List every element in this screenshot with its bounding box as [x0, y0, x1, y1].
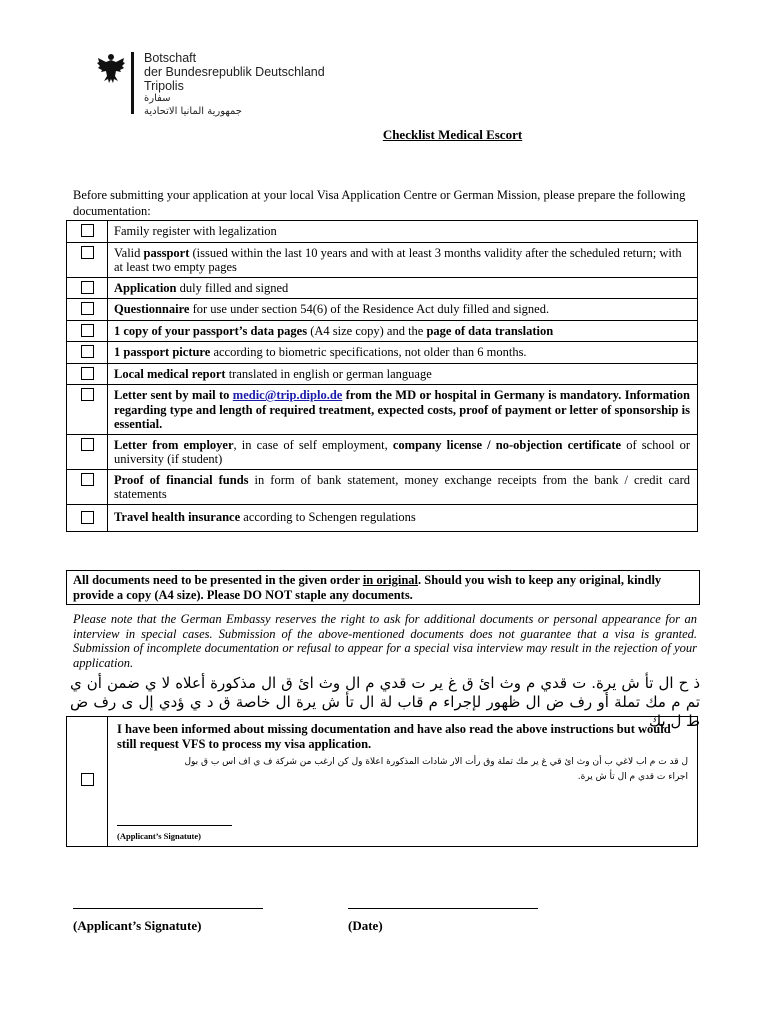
checklist-row	[67, 385, 698, 435]
embassy-name-arabic1: سفارة	[144, 93, 171, 104]
checkbox-passport[interactable]	[81, 246, 94, 259]
embassy-city: Tripolis	[144, 79, 184, 93]
item-family-register: Family register with legalization	[108, 221, 698, 243]
checkbox-declaration[interactable]	[81, 773, 94, 786]
checklist-row	[67, 434, 698, 469]
declaration-table	[66, 716, 698, 847]
checkbox-employer-letter[interactable]	[81, 438, 94, 451]
checklist-row	[67, 277, 698, 299]
checkbox-family-register[interactable]	[81, 224, 94, 237]
checklist-row	[67, 342, 698, 364]
item-employer-letter: Letter from employer, in case of self employment, company license / no-objection certificate of school or university (if student)	[108, 434, 698, 469]
checkbox-md-letter[interactable]	[81, 388, 94, 401]
letterhead-bar	[131, 52, 134, 114]
embassy-reservation-note: Please note that the German Embassy reserves the right to ask for additional documents or personal appearance for an interview in special cases. Submission of the above-mentioned documents does not guarantee that a visa is granted. Submission of incomplete documentation or refusal to appear for a special visa interview may result in the rejection of your application.	[73, 612, 697, 670]
applicant-signature-label: (Applicant’s Signatute)	[73, 918, 202, 933]
checkbox-medical-report[interactable]	[81, 367, 94, 380]
date-label: (Date)	[348, 918, 383, 933]
page-title: Checklist Medical Escort	[382, 127, 523, 142]
checklist-row	[67, 299, 698, 321]
checkbox-financial-funds[interactable]	[81, 473, 94, 486]
embassy-name-line2: der Bundesrepublik Deutschland	[144, 65, 325, 79]
item-md-letter: Letter sent by mail to medic@trip.diplo.de from the MD or hospital in Germany is mandatory. Information regarding type and length of required treatment, expected costs, proof of payment or letter of sponsorship is essential.	[108, 385, 698, 435]
checklist-row	[67, 504, 698, 532]
date-line[interactable]	[348, 908, 538, 909]
declaration-text: I have been informed about missing documentation and have also read the above instructions but would still request VFS to process my visa application.	[117, 722, 671, 751]
embassy-reservation-note-arabic: ذ ح ال تأ ش يرة. ت قدي م وث ائ ق غ ير ت قدي م ال وث ائ ق ال مذكورة أعلاه لا ي ضمن أن ي تم م مك تملة أو رف ض ال ظهور لإجراء م قاب لة ال تأ ش يرة ال خاصة ق د ي ؤدي إل ى رف ض ط ل بك	[70, 674, 700, 730]
checklist-row	[67, 242, 698, 277]
checklist-row	[67, 469, 698, 504]
declaration-signature-label: (Applicant’s Signatute)	[117, 831, 201, 841]
item-questionnaire: Questionnaire for use under section 54(6) of the Residence Act duly filled and signed.	[108, 299, 698, 321]
item-medical-report: Local medical report translated in english or german language	[108, 363, 698, 385]
email-link[interactable]: medic@trip.diplo.de	[232, 388, 343, 402]
checkbox-health-insurance[interactable]	[81, 511, 94, 524]
item-health-insurance: Travel health insurance according to Schengen regulations	[108, 504, 698, 532]
checkbox-passport-picture[interactable]	[81, 345, 94, 358]
checklist-row	[67, 363, 698, 385]
item-passport: Valid passport (issued within the last 10 years and with at least 3 months validity after the scheduled return; with at least two empty pages	[108, 242, 698, 277]
original-documents-notice: All documents need to be presented in the given order in original. Should you wish to keep any original, kindly provide a copy (A4 size). Please DO NOT staple any documents.	[66, 570, 700, 605]
applicant-signature-line[interactable]	[73, 908, 263, 909]
checkbox-passport-copy[interactable]	[81, 324, 94, 337]
checkbox-application[interactable]	[81, 281, 94, 294]
checklist-row	[67, 320, 698, 342]
intro-text: Before submitting your application at your local Visa Application Centre or German Mission, please prepare the following documentation:	[73, 188, 686, 218]
declaration-text-arabic: ل قد ت م اب لاغي ب أن وث ائ قي غ ير مك تملة وق رأت الار شادات المذكورة اعلاة ول كن ارغب من شركة ف ي اف اس ب ق بول اجراء ت قدي م ال تأ ش يرة.	[184, 757, 688, 782]
item-application: Application duly filled and signed	[108, 277, 698, 299]
embassy-name-line1: Botschaft	[144, 51, 197, 65]
item-passport-copy: 1 copy of your passport’s data pages (A4 size copy) and the page of data translation	[108, 320, 698, 342]
item-passport-picture: 1 passport picture according to biometric specifications, not older than 6 months.	[108, 342, 698, 364]
federal-eagle-logo	[96, 52, 126, 84]
item-financial-funds: Proof of financial funds in form of bank statement, money exchange receipts from the bank / credit card statements	[108, 469, 698, 504]
checkbox-questionnaire[interactable]	[81, 302, 94, 315]
embassy-name-arabic2: جمهورية المانيا الاتحادية	[144, 106, 242, 117]
checklist-table	[66, 220, 698, 532]
checklist-row	[67, 221, 698, 243]
